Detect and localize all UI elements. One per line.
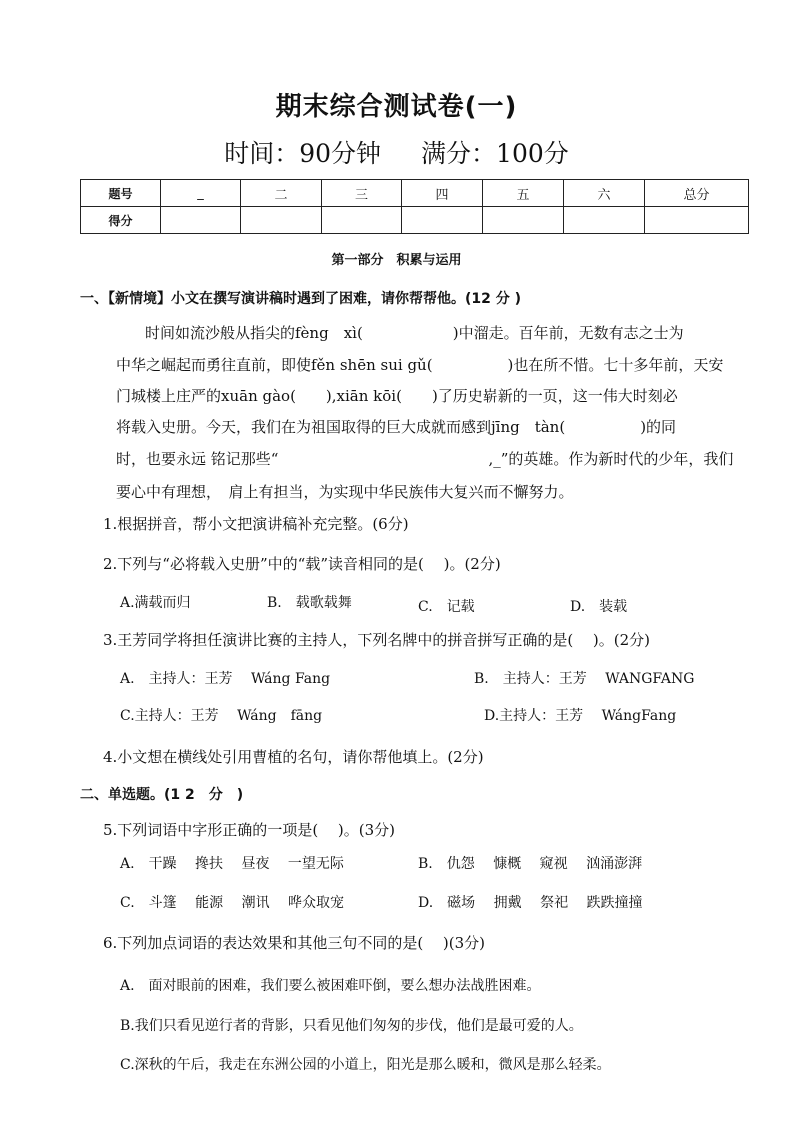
part-title: 第一部分 积累与运用 [331,253,462,268]
option-a[interactable]: A. 主持人：王芳 Wáng Fang [120,671,331,687]
exam-title: 期末综合测试卷(一) [275,92,518,122]
sub-question-1: 1.根据拼音，帮小文把演讲稿补充完整。(6分) [103,515,409,533]
option-d[interactable]: D. 磁场 拥戴 祭祀 跌跌撞撞 [418,895,643,911]
score-header-cell: 题号 [81,180,161,207]
score-header-cell: 四 [402,180,483,207]
score-cell[interactable] [564,207,645,234]
passage-line: 时，也要永远 铭记那些“ ,_”的英雄。作为新时代的少年，我们 [116,450,734,468]
option-d[interactable]: D. 装载 [570,599,628,615]
score-header-cell: 总分 [645,180,749,207]
exam-subtitle [0,134,793,170]
score-cell[interactable] [161,207,241,234]
full-score: 满分：100分 [421,139,569,168]
option-a[interactable]: A.满载而归 [120,595,191,611]
option-c[interactable]: C.深秋的午后，我走在东洲公园的小道上，阳光是那么暖和，微风是那么轻柔。 [120,1057,611,1073]
score-row-label: 得分 [81,207,161,234]
score-cell[interactable] [645,207,749,234]
option-b[interactable]: B.我们只看见逆行者的背影，只看见他们匆匆的步伐，他们是最可爱的人。 [120,1018,583,1034]
option-a[interactable]: A. 面对眼前的困难，我们要么被困难吓倒，要么想办法战胜困难。 [120,978,541,994]
passage-line: 将载入史册。今天，我们在为祖国取得的巨大成就而感到jīng tàn( )的同 [116,418,677,436]
sub-question-3: 3.王芳同学将担任演讲比赛的主持人，下列名牌中的拼音拼写正确的是( )。(2分) [103,631,651,649]
score-header-cell: 五 [483,180,564,207]
score-cell[interactable] [483,207,564,234]
option-b[interactable]: B. 仇怨 慷概 窥视 汹涌澎湃 [418,856,643,872]
sub-question-6: 6.下列加点词语的表达效果和其他三句不同的是( )(3分) [103,934,486,952]
option-b[interactable]: B. 主持人：王芳 WANGFANG [474,671,695,687]
sub-question-5: 5.下列词语中字形正确的一项是( )。(3分) [103,821,396,839]
score-header-cell: _ [161,180,241,207]
option-d[interactable]: D.主持人：王芳 WángFang [484,708,677,724]
score-table-score-row [81,207,749,234]
sub-question-2: 2.下列与“必将载入史册”中的“载”读音相同的是( )。(2分) [103,555,501,573]
time-limit: 时间：90分钟 [224,139,382,168]
passage-line: 时间如流沙般从指尖的fèng xì( )中溜走。百年前，无数有志之士为 [145,324,684,342]
passage-line: 门城楼上庄严的xuān gào( ),xiān kōi( )了历史崭新的一页，这一伟大时刻必 [116,387,678,405]
question-1-heading: 一、【新情境】小文在撰写演讲稿时遇到了困难，请你帮帮他。(12 分 ) [80,291,522,307]
sub-question-4: 4.小文想在横线处引用曹植的名句，请你帮他填上。(2分) [103,748,484,766]
score-header-cell: 六 [564,180,645,207]
passage-line: 中华之崛起而勇往直前，即使fěn shēn sui gǔ( )也在所不惜。七十多年前，天安 [116,356,724,374]
score-cell[interactable] [402,207,483,234]
option-c[interactable]: C.主持人：王芳 Wáng fāng [120,708,323,724]
passage-line: 要心中有理想， 肩上有担当，为实现中华民族伟大复兴而不懈努力。 [116,483,574,501]
score-cell[interactable] [241,207,322,234]
score-header-cell: 二 [241,180,322,207]
option-c[interactable]: C. 斗篷 能源 潮讯 哗众取宠 [120,895,345,911]
option-b[interactable]: B. 载歌载舞 [267,595,352,611]
option-c[interactable]: C. 记载 [418,599,475,615]
option-a[interactable]: A. 干躁 搀扶 昼夜 一望无际 [120,856,344,872]
score-table [80,179,749,234]
score-cell[interactable] [322,207,402,234]
score-header-cell: 三 [322,180,402,207]
question-2-heading: 二、单选题。(1 2 分 ) [80,787,244,803]
score-table-header-row [81,180,749,207]
